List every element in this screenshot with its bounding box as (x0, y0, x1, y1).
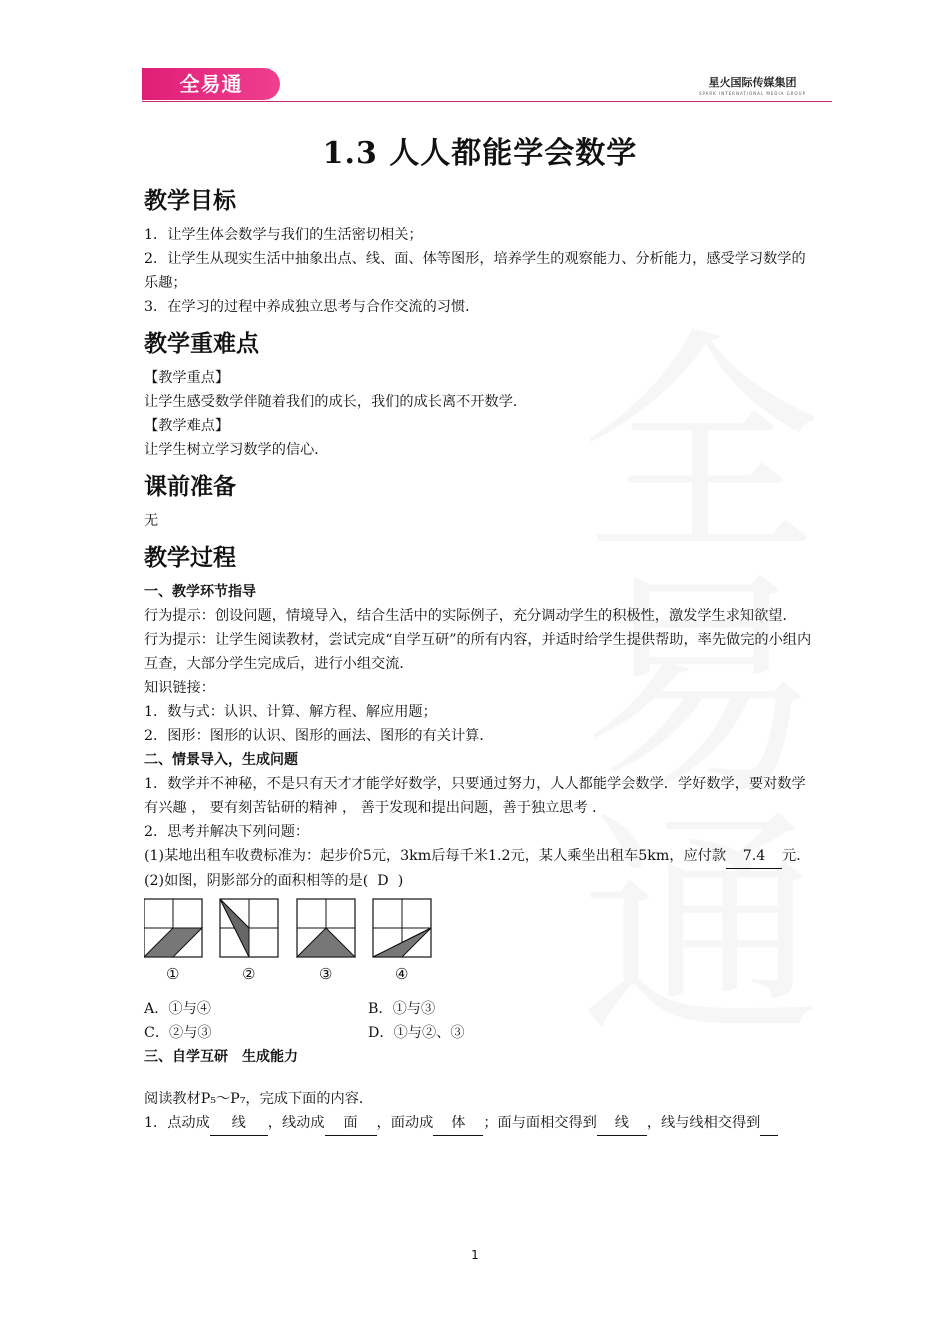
self-study-item (144, 1111, 816, 1136)
figure-label: ④ (395, 965, 409, 983)
key-text: 让学生感受数学伴随着我们的成长，我们的成长离不开数学． (144, 394, 528, 410)
process-line: 1．数与式：认识、计算、解方程、解应用题； (144, 704, 437, 720)
goal-item: 1．让学生体会数学与我们的生活密切相关； (144, 227, 423, 243)
document-body (144, 128, 816, 1136)
figure-4 (373, 899, 431, 957)
answer-blank: 线 (597, 1111, 647, 1136)
section-heading-goals: 教学目标 (144, 188, 236, 214)
answer-blank: 体 (433, 1111, 483, 1136)
answer-blank: 线 (210, 1111, 268, 1136)
choice-c: C．②与③ (144, 1025, 212, 1041)
item-text: ，线与线相交得到 (646, 1115, 761, 1131)
answer-blank: 面 (325, 1111, 377, 1136)
subsection-heading: 三、自学互研 生成能力 (144, 1049, 298, 1065)
difficulty-label: 【教学难点】 (144, 418, 230, 434)
figure-label: ② (242, 965, 256, 983)
publisher-mark (699, 74, 806, 96)
figure-label: ① (166, 965, 180, 983)
answer-blank: 7.4 (726, 844, 782, 869)
subsection-heading: 一、教学环节指导 (144, 584, 256, 600)
page-title: 1.3 人人都能学会数学 (322, 136, 638, 171)
item-text: ；面与面相交得到 (483, 1115, 597, 1131)
item-text: ，面动成 (376, 1115, 434, 1131)
goal-item: 2．让学生从现实生活中抽象出点、线、面、体等图形，培养学生的观察能力、分析能力，感受学习数学的乐趣； (144, 251, 806, 291)
figure-2 (220, 899, 278, 957)
process-line: 知识链接： (144, 680, 215, 696)
question-1 (144, 844, 816, 869)
section-heading-process: 教学过程 (144, 545, 236, 571)
figure-1 (144, 899, 202, 957)
item-text: 1．点动成 (144, 1115, 210, 1131)
question-text: (2)如图，阴影部分的面积相等的是( (144, 873, 369, 889)
publisher-name-en: SPARK INTERNATIONAL MEDIA GROUP (698, 91, 806, 96)
answer-text: D (377, 873, 389, 889)
choice-a: A．①与④ (144, 1001, 211, 1017)
section-heading-key-points: 教学重难点 (144, 331, 259, 357)
answer-choices (144, 997, 816, 1045)
publisher-name: 星火国际传媒集团 (708, 76, 797, 89)
figure-group (144, 893, 744, 993)
answer-blank-empty (760, 1111, 778, 1136)
choice-b: B．①与③ (368, 1001, 436, 1017)
self-study-intro: 阅读教材P₅～P₇，完成下面的内容． (144, 1091, 374, 1107)
subsection-heading: 二、情景导入，生成问题 (144, 752, 298, 768)
preparation-text: 无 (144, 513, 159, 529)
figure-3 (297, 899, 355, 957)
shaded-area-figures (144, 893, 744, 993)
brand-logo: 全易通 (142, 68, 280, 100)
difficulty-text: 让学生树立学习数学的信心． (144, 442, 329, 458)
question-paren: ) (397, 873, 404, 889)
process-line: 行为提示：让学生阅读教材，尝试完成“自学互研”的所有内容，并适时给学生提供帮助，率先做完的小组内互查，大部分学生完成后，进行小组交流． (144, 632, 812, 672)
figure-label: ③ (319, 965, 333, 983)
item-text: ，线动成 (267, 1115, 325, 1131)
key-label: 【教学重点】 (144, 370, 230, 386)
question-unit: 元． (782, 848, 811, 864)
page-header (142, 68, 832, 102)
page-number: 1 (471, 1248, 479, 1262)
intro-paragraph: 1．数学并不神秘，不是只有天才才能学好数学，只要通过努力，人人都能学会数学．学好数学，要对数学有兴趣 ， 要有刻苦钻研的精神 ， 善于发现和提出问题，善于独立思考 ． (144, 776, 806, 816)
question-text: (1)某地出租车收费标准为：起步价5元，3km后每千米1.2元，某人乘坐出租车5km，应付款 (144, 848, 727, 864)
intro-paragraph: 2．思考并解决下列问题： (144, 824, 310, 840)
process-line: 行为提示：创设问题，情境导入，结合生活中的实际例子，充分调动学生的积极性，激发学生求知欲望． (144, 608, 797, 624)
goal-item: 3．在学习的过程中养成独立思考与合作交流的习惯． (144, 299, 480, 315)
choice-d: D．①与②、③ (368, 1025, 465, 1041)
process-line: 2．图形：图形的认识、图形的画法、图形的有关计算． (144, 728, 494, 744)
question-2 (144, 869, 816, 893)
header-divider (142, 101, 832, 102)
section-heading-preparation: 课前准备 (144, 474, 236, 500)
